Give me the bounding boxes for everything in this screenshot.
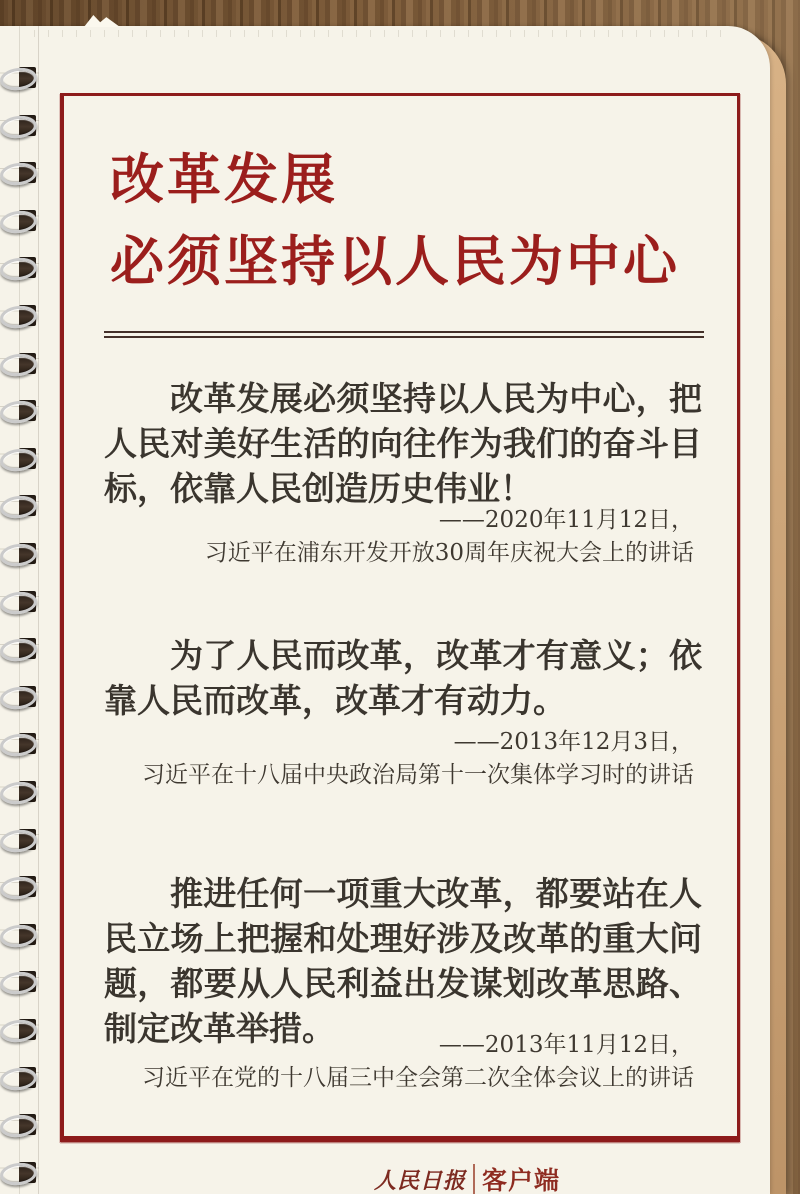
binding-ring (0, 114, 40, 138)
binding-ring (0, 66, 40, 90)
brand-script-wordmark: 人民日报 (374, 1167, 467, 1194)
binding-ring (0, 1018, 40, 1042)
binding-ring (0, 732, 40, 756)
binding-ring (0, 875, 40, 899)
binding-ring (0, 685, 40, 709)
binding-ring (0, 494, 40, 518)
quote-date-1: ——2020年11月12日， (438, 507, 694, 533)
quote-attribution-2 (104, 726, 704, 792)
binding-ring (0, 209, 40, 233)
quote-text-3: 推进任何一项重大改革，都要站在人民立场上把握和处理好涉及改革的重大问题，都要从人民利益出发谋划改革思路、制定改革举措。 (104, 874, 702, 1048)
quote-source-1: 习近平在浦东开发开放30周年庆祝大会上的讲话 (204, 540, 694, 566)
binding-ring (0, 1066, 40, 1090)
binding-ring (0, 923, 40, 947)
notebook-page (0, 26, 770, 1194)
binding-ring (0, 447, 40, 471)
page-title (110, 138, 720, 302)
binding-ring (0, 970, 40, 994)
page-title-line1: 改革发展 (110, 147, 338, 211)
binding-ring (0, 542, 40, 566)
brand-client-label: 客户端 (482, 1166, 561, 1194)
binding-ring (0, 780, 40, 804)
binding-ring (0, 828, 40, 852)
perforation-line (34, 30, 726, 37)
title-divider (104, 331, 704, 338)
binding-ring (0, 161, 40, 185)
binding-ring (0, 399, 40, 423)
quote-text-2: 为了人民而改革，改革才有意义；依靠人民而改革，改革才有动力。 (104, 636, 702, 720)
binding-ring (0, 637, 40, 661)
binding-ring (0, 1113, 40, 1137)
quote-date-3: ——2013年11月12日， (438, 1032, 694, 1058)
binding-ring (0, 352, 40, 376)
quote-source-3: 习近平在党的十八届三中全会第二次全体会议上的讲话 (142, 1065, 694, 1091)
peoples-daily-logo (374, 1162, 560, 1194)
quote-text-1: 改革发展必须坚持以人民为中心，把人民对美好生活的向往作为我们的奋斗目标，依靠人民创造历史伟业！ (104, 379, 702, 508)
quote-attribution-1 (104, 504, 704, 570)
quote-date-2: ——2013年12月3日， (453, 729, 694, 755)
torn-paper-tab (84, 15, 120, 27)
page-title-line2: 必须坚持以人民为中心 (110, 229, 680, 293)
quote-attribution-3 (104, 1029, 704, 1095)
binding-ring (0, 304, 40, 328)
binding-ring (0, 1161, 40, 1185)
brand-divider-bar (473, 1164, 475, 1194)
binding-ring (0, 590, 40, 614)
binding-ring (0, 256, 40, 280)
quote-source-2: 习近平在十八届中央政治局第十一次集体学习时的讲话 (142, 762, 694, 788)
